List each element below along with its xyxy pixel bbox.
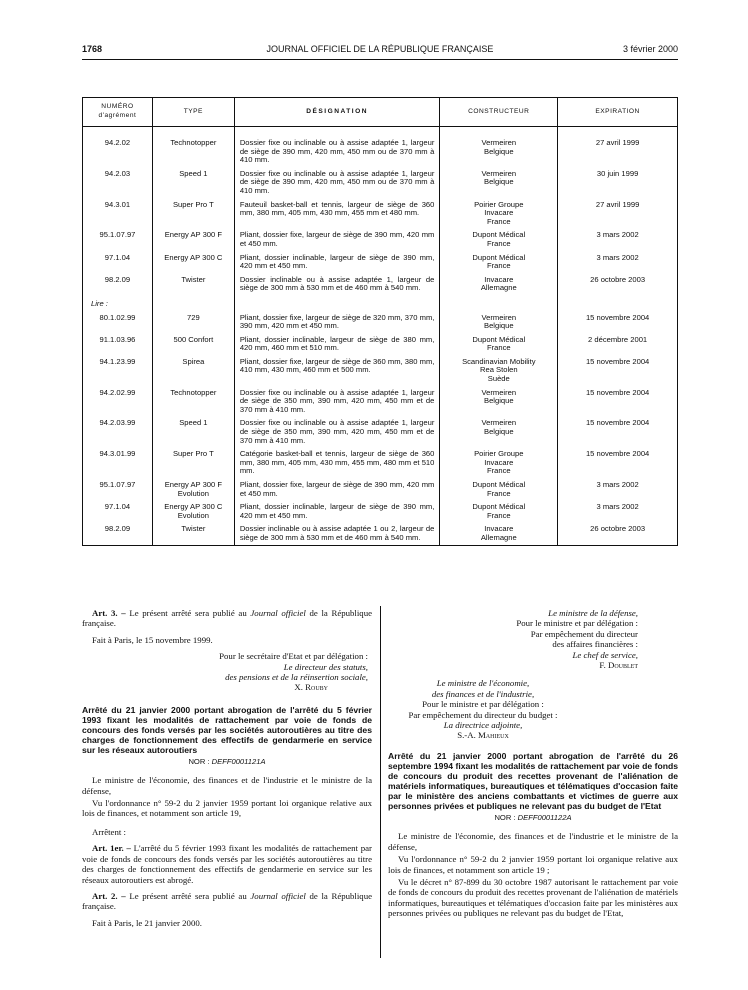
page-number: 1768 <box>82 44 103 54</box>
eco-signer: S.-A. Mahieux <box>457 730 509 741</box>
header-rule <box>82 59 678 60</box>
cell-expiration: 27 avril 1999 <box>558 198 678 229</box>
cell-expiration: 3 mars 2002 <box>558 500 678 522</box>
cell-constructeur: Poirier Groupe Invacare France <box>440 447 558 478</box>
nor-code-1: DEFF0001121A <box>211 756 266 766</box>
sig1-name: X. Rouby <box>294 682 328 693</box>
issue-date: 3 février 2000 <box>622 44 678 54</box>
cell-designation: Pliant, dossier inclinable, largeur de siège de 380 mm, 420 mm, 460 mm et 510 mm. <box>234 333 440 355</box>
defense-direction: des affaires financières : <box>552 639 638 650</box>
art3-label: Art. 3. – <box>92 608 126 618</box>
cell-type: Energy AP 300 C <box>152 251 234 273</box>
col-header-expiration: EXPIRATION <box>558 98 678 127</box>
col-header-constructeur: CONSTRUCTEUR <box>440 98 558 127</box>
art2-text: Le présent arrêté sera publié au <box>125 890 251 901</box>
cell-constructeur: Dupont Médical France <box>440 333 558 355</box>
cell-numero: 97.1.04 <box>83 500 153 522</box>
cell-type: 500 Confort <box>152 333 234 355</box>
cell-expiration: 15 novembre 2004 <box>558 386 678 417</box>
table-row <box>83 333 678 355</box>
table-row <box>83 251 678 273</box>
cell-numero: 94.1.23.99 <box>83 355 153 386</box>
cell-designation: Pliant, dossier fixe, largeur de siège de 390 mm, 420 mm et 450 mm. <box>234 228 440 250</box>
cell-designation: Pliant, dossier fixe, largeur de siège de 390 mm, 420 mm et 450 mm. <box>234 478 440 500</box>
cell-type: 729 <box>152 311 234 333</box>
cell-expiration: 3 mars 2002 <box>558 228 678 250</box>
cell-type: Spirea <box>152 355 234 386</box>
cell-constructeur: Vermeiren Belgique <box>440 127 558 167</box>
cell-designation: Dossier fixe ou inclinable ou à assise adaptée 1, largeur de siège de 390 mm, 420 mm, 450 mm ou de 370 mm à 410 mm. <box>234 127 440 167</box>
cell-numero: 95.1.07.97 <box>83 478 153 500</box>
cell-designation: Pliant, dossier inclinable, largeur de siège de 390 mm, 420 mm et 450 mm. <box>234 500 440 522</box>
column-divider <box>380 606 381 958</box>
cell-numero: 97.1.04 <box>83 251 153 273</box>
cell-numero: 91.1.03.96 <box>83 333 153 355</box>
lire-empty-cell <box>558 295 678 311</box>
nor-code-2: DEFF0001122A <box>517 812 572 822</box>
cell-type: Twister <box>152 273 234 295</box>
right-p3: Vu le décret n° 87-899 du 30 octobre 1987 autorisant le rattachement par voie de fonds de concours du produit des recettes provenant de l'aliénation de matériels informatiques, bureautiques et télématiques d'occasion faite par les ministères aux personnes privées ou publiques ne relevant pas du budget de l'Etat, <box>388 876 678 919</box>
col-header-type: TYPE <box>152 98 234 127</box>
signature-block-defense <box>388 608 678 670</box>
lire-label: Lire : <box>83 295 153 311</box>
cell-expiration: 2 décembre 2001 <box>558 333 678 355</box>
table-row <box>83 355 678 386</box>
cell-expiration: 15 novembre 2004 <box>558 447 678 478</box>
cell-designation: Pliant, dossier inclinable, largeur de siège de 390 mm, 420 mm et 450 mm. <box>234 251 440 273</box>
art2-end: de la République française. <box>82 890 373 912</box>
cell-constructeur: Vermeiren Belgique <box>440 416 558 447</box>
cell-designation: Dossier inclinable ou à assise adaptée 1, largeur de siège de 300 mm à 530 mm et de 460 mm à 540 mm. <box>234 273 440 295</box>
table-header-row <box>83 98 678 127</box>
table-row <box>83 416 678 447</box>
cell-numero: 98.2.09 <box>83 522 153 545</box>
cell-designation: Fauteuil basket-ball et tennis, largeur de siège de 360 mm, 380 mm, 405 mm, 430 mm, 455 mm et 480 mm. <box>234 198 440 229</box>
lire-empty-cell <box>440 295 558 311</box>
table-row <box>83 311 678 333</box>
sig1-line2: Le directeur des statuts, <box>283 661 368 672</box>
cell-expiration: 26 octobre 2003 <box>558 522 678 545</box>
cell-constructeur: Dupont Médical France <box>440 478 558 500</box>
fait-date-2: Fait à Paris, le 21 janvier 2000. <box>92 917 202 928</box>
cell-expiration: 26 octobre 2003 <box>558 273 678 295</box>
art1-paragraph <box>82 843 372 885</box>
cell-expiration: 27 avril 1999 <box>558 127 678 167</box>
signature-block-1 <box>82 651 372 693</box>
right-column <box>388 608 678 921</box>
cell-expiration: 15 novembre 2004 <box>558 416 678 447</box>
art2-jo: Journal officiel <box>250 890 306 901</box>
cell-type: Technotopper <box>152 127 234 167</box>
defense-chef: Le chef de service, <box>572 649 638 660</box>
cell-constructeur: Vermeiren Belgique <box>440 386 558 417</box>
cell-designation: Catégorie basket-ball et tennis, largeur de siège de 360 mm, 380 mm, 405 mm, 430 mm, 455 mm, 480 mm et 510 mm. <box>234 447 440 478</box>
cell-constructeur: Invacare Allemagne <box>440 522 558 545</box>
cell-designation: Dossier fixe ou inclinable ou à assise adaptée 1, largeur de siège de 390 mm, 420 mm, 450 mm ou de 370 mm à 410 mm. <box>234 167 440 198</box>
cell-designation: Pliant, dossier fixe, largeur de siège de 320 mm, 370 mm, 390 mm, 420 mm et 450 mm. <box>234 311 440 333</box>
cell-type: Speed 1 <box>152 167 234 198</box>
cell-type: Speed 1 <box>152 416 234 447</box>
table-row <box>83 273 678 295</box>
table-row <box>83 198 678 229</box>
defense-delegation: Pour le ministre et par délégation : <box>516 618 638 629</box>
cell-constructeur: Dupont Médical France <box>440 251 558 273</box>
nor-label-2: NOR : <box>494 812 518 822</box>
table-row <box>83 500 678 522</box>
art1-label: Art. 1er. – <box>92 843 131 854</box>
cell-type: Energy AP 300 C Evolution <box>152 500 234 522</box>
eco-delegation: Pour le ministre et par délégation : <box>422 699 544 710</box>
cell-constructeur: Scandinavian Mobility Rea Stolen Suède <box>440 355 558 386</box>
page-header <box>82 44 678 58</box>
cell-expiration: 15 novembre 2004 <box>558 355 678 386</box>
eco-directrice: La directrice adjointe, <box>443 720 523 731</box>
lire-empty-cell <box>152 295 234 311</box>
art1-text: L'arrêté du 5 février 1993 fixant les modalités de rattachement par voie de fonds de concours des fonds versés par les sociétés autoroutières au titre des charges de fonctionnement des effectifs de gendarmerie en service sur les réseaux autoroutiers est abrogé. <box>82 843 372 885</box>
cell-constructeur: Vermeiren Belgique <box>440 167 558 198</box>
art3-jo: Journal officiel <box>250 608 306 618</box>
cell-expiration: 3 mars 2002 <box>558 478 678 500</box>
table-row <box>83 386 678 417</box>
eco-minister-2: des finances et de l'industrie, <box>431 688 535 699</box>
decree-heading-1: Arrêté du 21 janvier 2000 portant abrogation de l'arrêté du 5 février 1993 fixant les modalités de rattachement par voie de fonds de concours des fonds versés par les sociétés autoroutières au titre des charges de fonctionnement des effectifs de gendarmerie en service sur les réseaux autoroutiers <box>82 704 372 755</box>
cell-constructeur: Dupont Médical France <box>440 228 558 250</box>
eco-empechement: Par empêchement du directeur du budget : <box>408 709 558 720</box>
table-row <box>83 478 678 500</box>
cell-type: Technotopper <box>152 386 234 417</box>
cell-numero: 94.2.03 <box>83 167 153 198</box>
agrement-table <box>82 97 678 546</box>
cell-type: Super Pro T <box>152 198 234 229</box>
cell-type: Energy AP 300 F <box>152 228 234 250</box>
eco-minister-1: Le ministre de l'économie, <box>436 678 530 689</box>
art2-label: Art. 2. – <box>92 890 126 901</box>
art3-text: Le présent arrêté sera publié au <box>125 608 251 618</box>
cell-designation: Dossier inclinable ou à assise adaptée 1 ou 2, largeur de siège de 300 mm à 530 mm et de 460 mm à 540 mm. <box>234 522 440 545</box>
table-row <box>83 228 678 250</box>
right-p2: Vu l'ordonnance n° 59-2 du 2 janvier 1959 portant loi organique relative aux lois de finances, et notamment son article 19 ; <box>388 854 678 875</box>
cell-designation: Dossier fixe ou inclinable ou à assise adaptée 1, largeur de siège de 350 mm, 390 mm, 420 mm, 450 mm et de 370 mm à 410 mm. <box>234 386 440 417</box>
cell-numero: 94.3.01.99 <box>83 447 153 478</box>
defense-signer: F. Doublet <box>599 660 638 671</box>
defense-minister: Le ministre de la défense, <box>548 608 638 618</box>
right-p1: Le ministre de l'économie, des finances et de l'industrie et le ministre de la défense, <box>388 831 678 852</box>
left-p2: Vu l'ordonnance n° 59-2 du 2 janvier 1959 portant loi organique relative aux lois de finances, et notamment son article 19, <box>82 798 372 819</box>
signature-block-economie <box>388 678 578 740</box>
left-column <box>82 608 372 930</box>
left-p1: Le ministre de l'économie, des finances et de l'industrie et le ministre de la défense, <box>82 775 372 796</box>
cell-constructeur: Vermeiren Belgique <box>440 311 558 333</box>
cell-expiration: 3 mars 2002 <box>558 251 678 273</box>
cell-numero: 95.1.07.97 <box>83 228 153 250</box>
fait-date-1: Fait à Paris, le 15 novembre 1999. <box>92 634 213 645</box>
cell-constructeur: Dupont Médical France <box>440 500 558 522</box>
cell-type: Energy AP 300 F Evolution <box>152 478 234 500</box>
cell-constructeur: Poirier Groupe Invacare France <box>440 198 558 229</box>
lire-row <box>83 295 678 311</box>
cell-constructeur: Invacare Allemagne <box>440 273 558 295</box>
table-row <box>83 522 678 545</box>
cell-expiration: 15 novembre 2004 <box>558 311 678 333</box>
art2-paragraph <box>82 891 372 912</box>
cell-numero: 94.2.02 <box>83 127 153 167</box>
cell-type: Twister <box>152 522 234 545</box>
table-body <box>83 127 678 546</box>
table-row <box>83 167 678 198</box>
decree-heading-2: Arrêté du 21 janvier 2000 portant abrogation de l'arrêté du 26 septembre 1994 fixant les modalités de rattachement par voie de fonds de concours du produit des recettes provenant de l'aliénation de matériels informatiques, bureautiques et télématiques d'occasion faite par le ministère des anciens combattants et victimes de guerre aux personnes privées et publiques ne relevant pas du budget de l'Etat <box>388 750 678 811</box>
art3-end: de la République française. <box>82 608 373 629</box>
lire-empty-cell <box>234 295 440 311</box>
cell-numero: 80.1.02.99 <box>83 311 153 333</box>
sig1-line3: des pensions et de la réinsertion sociale, <box>225 672 368 683</box>
table-row <box>83 447 678 478</box>
nor-reference-1 <box>82 757 372 767</box>
art3-paragraph <box>82 608 372 629</box>
journal-title: JOURNAL OFFICIEL DE LA RÉPUBLIQUE FRANÇAISE <box>266 44 494 54</box>
cell-expiration: 30 juin 1999 <box>558 167 678 198</box>
cell-type: Super Pro T <box>152 447 234 478</box>
nor-reference-2 <box>388 813 678 823</box>
cell-numero: 94.3.01 <box>83 198 153 229</box>
col-header-designation: DÉSIGNATION <box>234 98 440 127</box>
cell-numero: 94.2.03.99 <box>83 416 153 447</box>
cell-designation: Pliant, dossier fixe, largeur de siège de 360 mm, 380 mm, 410 mm, 430 mm, 460 mm et 500 mm. <box>234 355 440 386</box>
cell-numero: 94.2.02.99 <box>83 386 153 417</box>
cell-designation: Dossier fixe ou inclinable ou à assise adaptée 1, largeur de siège de 350 mm, 390 mm, 420 mm, 450 mm et de 370 mm à 410 mm. <box>234 416 440 447</box>
arretent: Arrêtent : <box>92 826 126 837</box>
nor-label-1: NOR : <box>188 756 212 766</box>
table-row <box>83 127 678 167</box>
sig1-line1: Pour le secrétaire d'Etat et par délégation : <box>219 651 368 662</box>
cell-numero: 98.2.09 <box>83 273 153 295</box>
col-header-numero: NUMÉRO d'agrément <box>83 98 153 127</box>
defense-empechement: Par empêchement du directeur <box>530 628 638 639</box>
